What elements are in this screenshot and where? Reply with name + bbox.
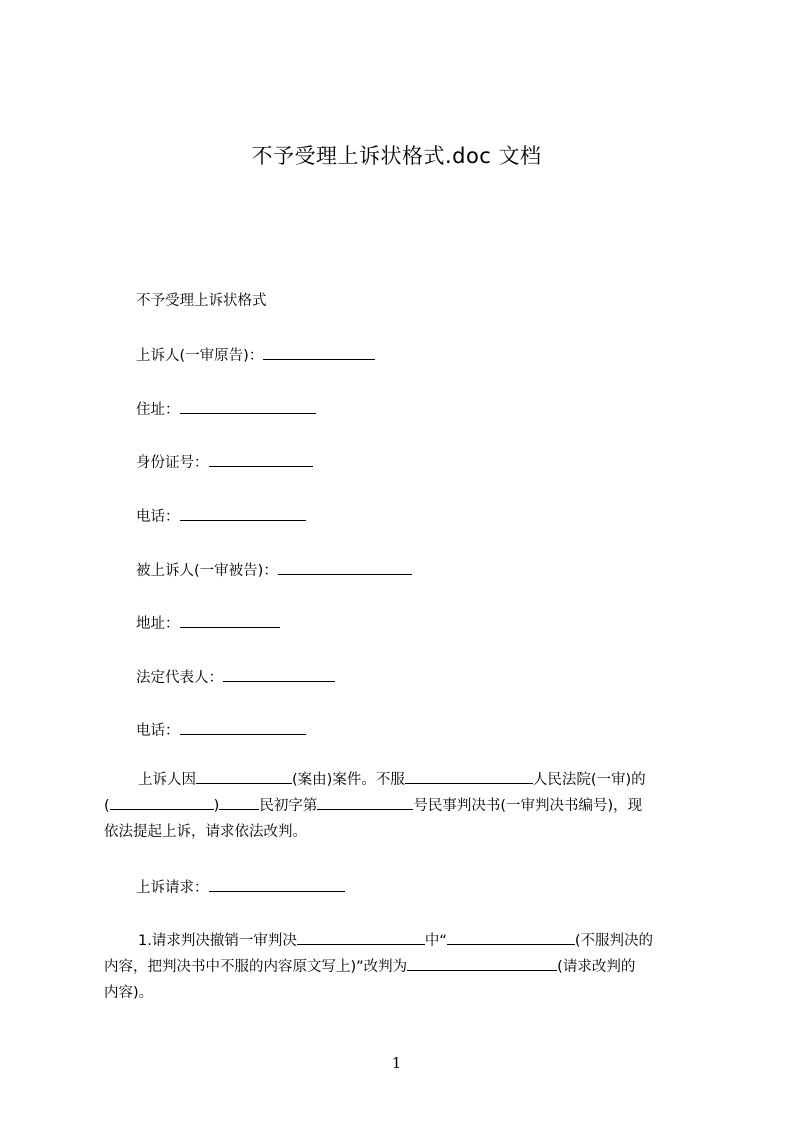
legal-rep-field <box>136 667 335 688</box>
request-item-1-line-3 <box>104 980 700 1006</box>
appeal-reason-line-3 <box>104 819 700 845</box>
para1-text-3: 人民法院(一审)的 <box>532 772 646 788</box>
appellant-blank <box>263 345 375 360</box>
appeal-reason-line-1 <box>104 767 700 793</box>
request-item-1-line-2 <box>104 954 700 980</box>
appellee-blank <box>278 560 412 575</box>
judgment-blank <box>297 930 425 945</box>
appellee-address-label: 地址： <box>136 616 180 632</box>
heading-text: 不予受理上诉状格式 <box>136 293 267 309</box>
case-cause-blank <box>196 769 292 784</box>
address-label: 住址： <box>136 402 180 418</box>
item1-text-3: (不服判决的 <box>574 933 654 949</box>
id-number-label: 身份证号： <box>136 455 209 471</box>
court-name-blank <box>405 769 533 784</box>
item1-text-2: 中“ <box>424 933 447 949</box>
address-field <box>136 399 316 420</box>
request-item-1 <box>104 928 700 1006</box>
request-label: 上诉请求： <box>136 880 209 896</box>
para1-text-5: ) <box>213 798 220 814</box>
page-number: 1 <box>391 1054 402 1072</box>
item1-text-1: 1.请求判决撤销一审判决 <box>138 933 297 949</box>
appellee-address-blank <box>180 613 280 628</box>
appeal-reason-paragraph <box>104 767 700 845</box>
year-blank <box>110 795 214 810</box>
para1-text-4: ( <box>104 798 110 814</box>
request-item-1-line-1 <box>104 928 700 954</box>
para1-text-6: 民初字第 <box>259 798 318 814</box>
appellee-field <box>136 560 412 581</box>
content-heading <box>136 291 267 311</box>
appellant-label: 上诉人(一审原告)： <box>136 348 264 364</box>
id-number-blank <box>209 452 313 467</box>
appellant-field <box>136 345 375 366</box>
case-number-blank <box>317 795 413 810</box>
court-code-blank <box>219 795 259 810</box>
disputed-content-blank <box>447 930 575 945</box>
revised-judgment-blank <box>407 956 557 971</box>
item1-text-6: 内容)。 <box>104 985 154 1001</box>
phone-label-1: 电话： <box>136 509 180 525</box>
phone-field-1 <box>136 506 306 527</box>
para1-text-7: 号民事判决书(一审判决书编号)，现 <box>413 798 643 814</box>
appeal-reason-line-2 <box>104 793 700 819</box>
request-blank <box>209 877 345 892</box>
appellee-address-field <box>136 613 280 634</box>
appellee-label: 被上诉人(一审被告)： <box>136 563 278 579</box>
para1-text-8: 依法提起上诉，请求依法改判。 <box>104 824 307 840</box>
para1-text-2: (案由)案件。不服 <box>292 772 405 788</box>
para1-text-1: 上诉人因 <box>138 772 196 788</box>
legal-rep-blank <box>223 667 335 682</box>
phone-field-2 <box>136 720 306 741</box>
item1-text-5: (请求改判的 <box>557 959 636 975</box>
phone-label-2: 电话： <box>136 723 180 739</box>
item1-text-4: 内容，把判决书中不服的内容原文写上)”改判为 <box>104 959 408 975</box>
address-blank <box>180 399 316 414</box>
id-number-field <box>136 452 313 473</box>
request-field <box>136 877 345 898</box>
phone-blank-2 <box>180 720 306 735</box>
legal-rep-label: 法定代表人： <box>136 670 223 686</box>
phone-blank-1 <box>180 506 306 521</box>
document-title: 不予受理上诉状格式.doc 文档 <box>251 144 542 168</box>
